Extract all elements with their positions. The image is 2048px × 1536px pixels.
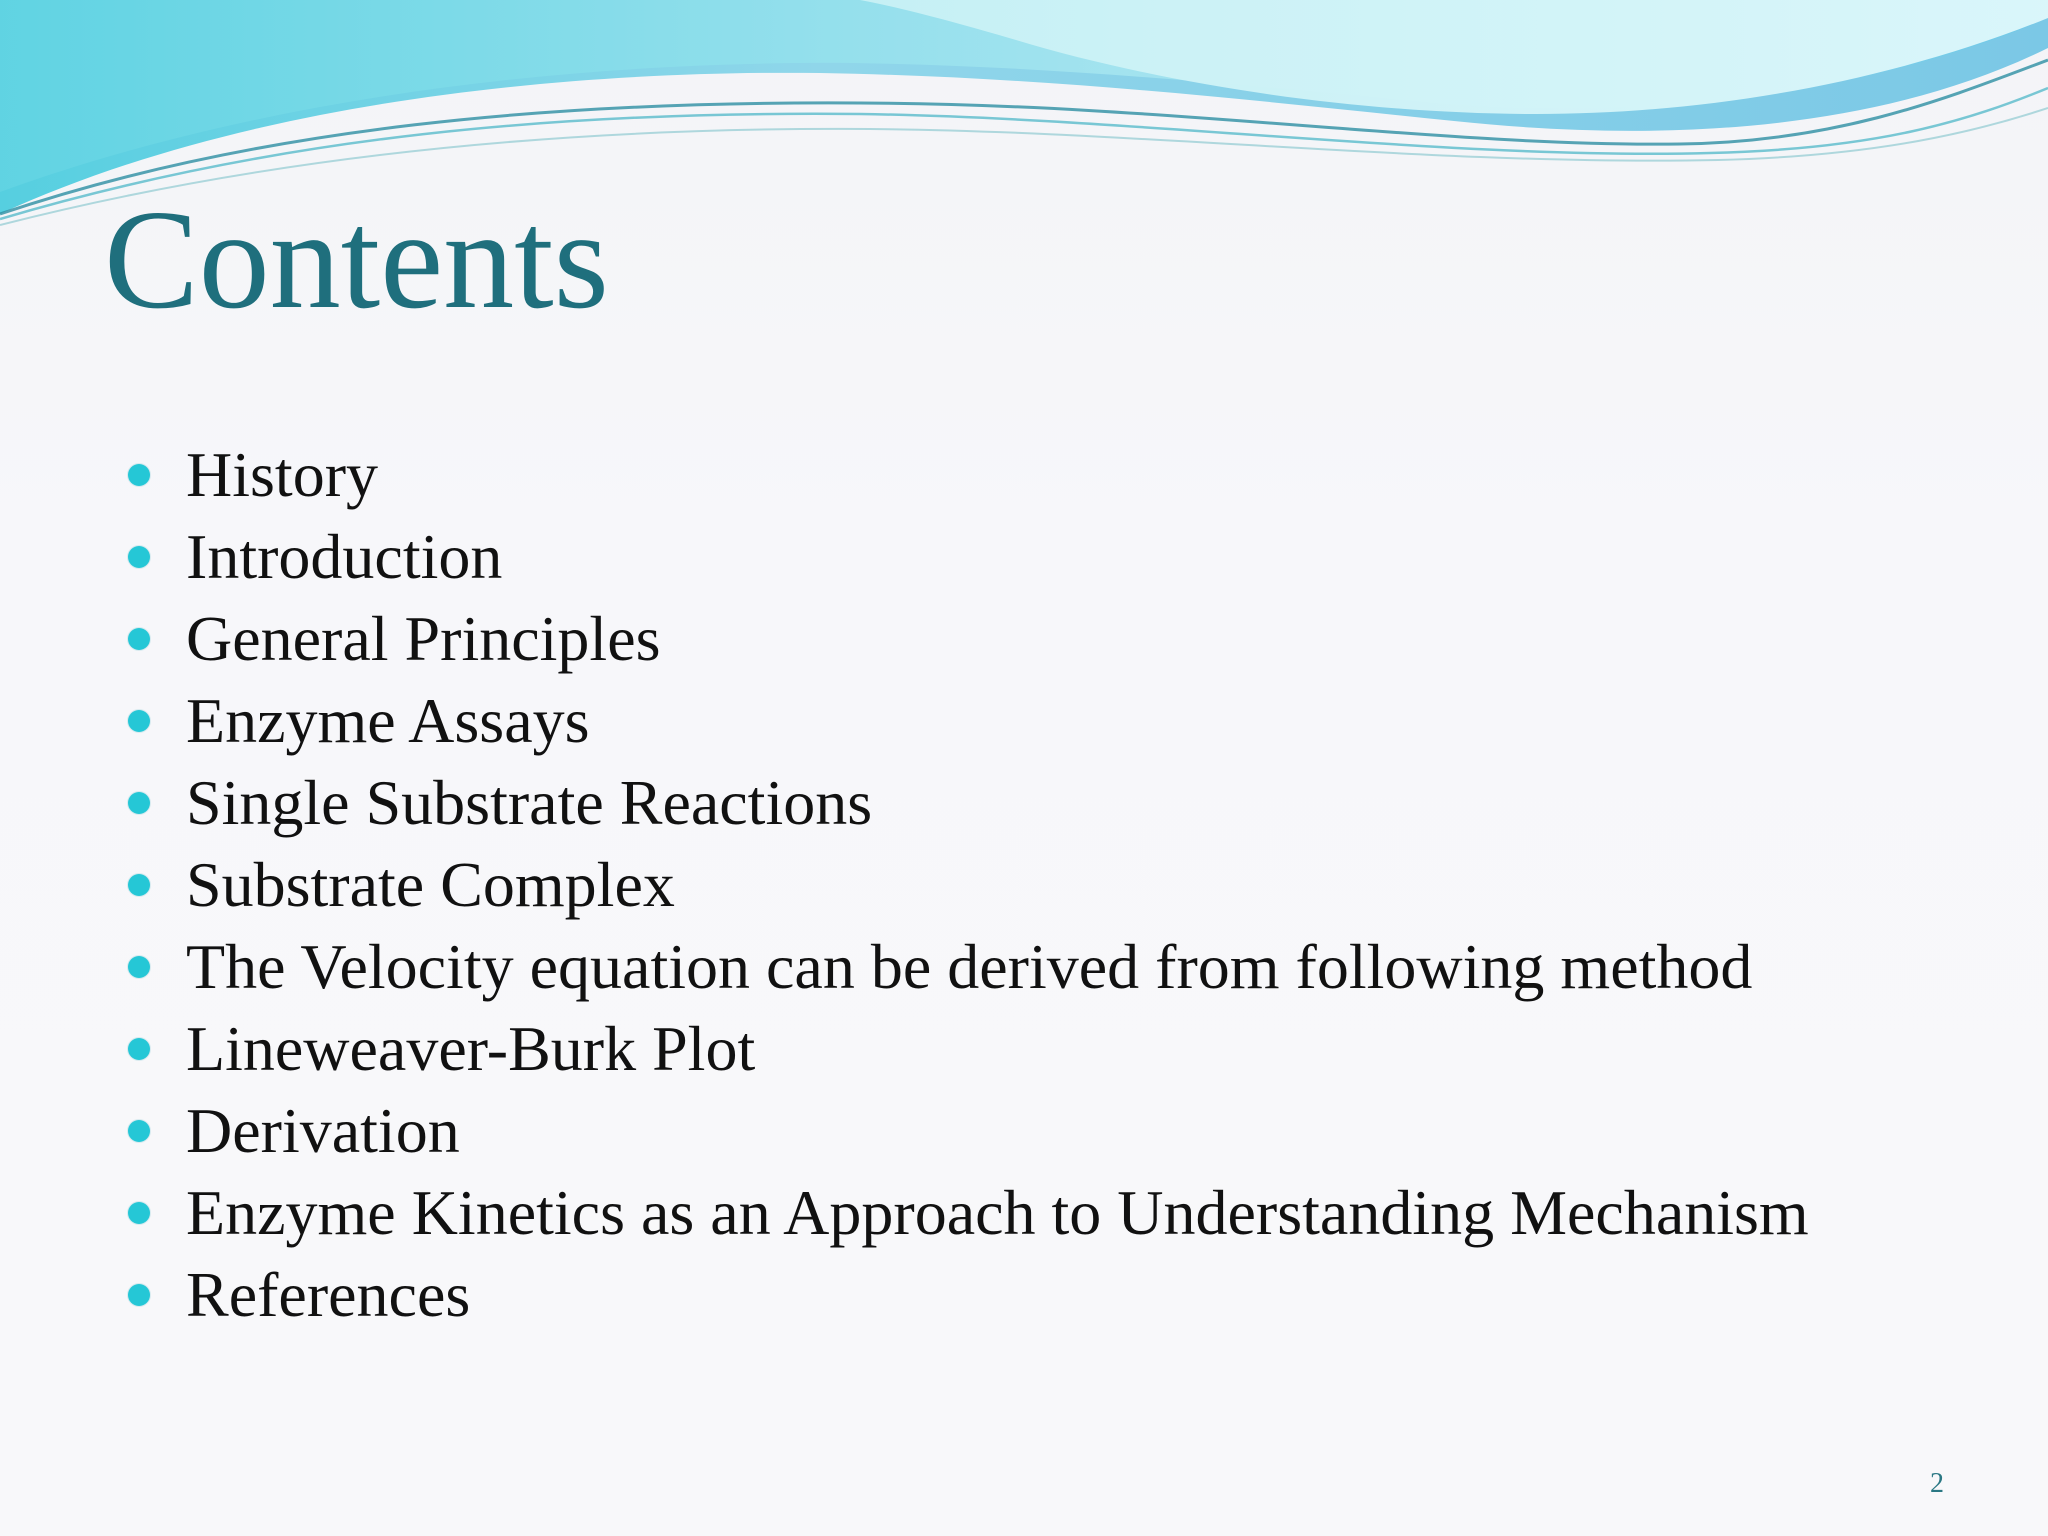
bullet-dot-icon: [128, 1038, 150, 1060]
page-number: 2: [1930, 1468, 1944, 1499]
list-item: [128, 680, 1809, 762]
bullet-dot-icon: [128, 1120, 150, 1142]
bullet-dot-icon: [128, 956, 150, 978]
bullet-dot-icon: [128, 710, 150, 732]
bullet-dot-icon: [128, 464, 150, 486]
page-title: Contents: [104, 180, 609, 338]
list-item-text: The Velocity equation can be derived from following method: [186, 931, 1753, 1002]
list-item: [128, 598, 1809, 680]
bullet-dot-icon: [128, 546, 150, 568]
contents-list: [128, 434, 1809, 1336]
bullet-dot-icon: [128, 628, 150, 650]
list-item: [128, 516, 1809, 598]
bullet-dot-icon: [128, 1284, 150, 1306]
list-item: [128, 762, 1809, 844]
list-item-text: Lineweaver-Burk Plot: [186, 1013, 756, 1084]
list-item: [128, 1254, 1809, 1336]
list-item-text: Enzyme Kinetics as an Approach to Understanding Mechanism: [186, 1177, 1809, 1248]
list-item-text: Substrate Complex: [186, 849, 675, 920]
list-item-text: References: [186, 1259, 471, 1330]
bullet-dot-icon: [128, 874, 150, 896]
list-item-text: Introduction: [186, 521, 503, 592]
bullet-dot-icon: [128, 792, 150, 814]
list-item-text: History: [186, 439, 378, 510]
list-item: [128, 1172, 1809, 1254]
list-item: [128, 1090, 1809, 1172]
list-item: [128, 926, 1809, 1008]
list-item-text: Enzyme Assays: [186, 685, 590, 756]
list-item: [128, 844, 1809, 926]
bullet-dot-icon: [128, 1202, 150, 1224]
list-item-text: Derivation: [186, 1095, 460, 1166]
list-item-text: General Principles: [186, 603, 661, 674]
list-item: [128, 1008, 1809, 1090]
list-item-text: Single Substrate Reactions: [186, 767, 873, 838]
list-item: [128, 434, 1809, 516]
